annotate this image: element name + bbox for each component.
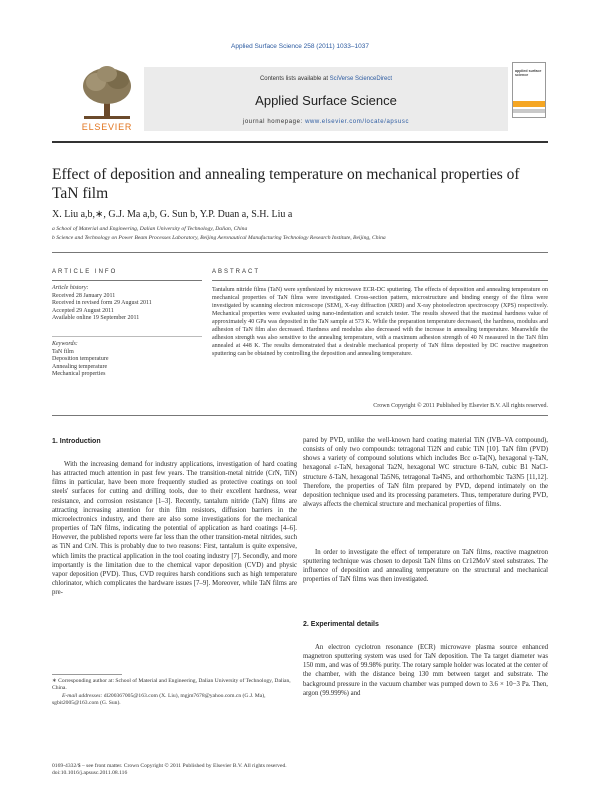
publisher-name: ELSEVIER xyxy=(81,122,133,132)
history-accepted: Accepted 29 August 2011 xyxy=(52,307,114,314)
email-addresses[interactable]: dl200367005@163.com (X. Liu), mgjm7678@yahoo.com.cn (G.J. Ma), sgbit2005@163.com (G. Sun). xyxy=(52,693,266,706)
abstract-bottom-rule xyxy=(52,415,548,416)
history-label: Article history: xyxy=(52,285,89,291)
journal-citation[interactable]: Applied Surface Science 258 (2011) 1033–1037 xyxy=(231,43,369,50)
elsevier-logo xyxy=(74,62,140,134)
article-title: Effect of deposition and annealing temperature on mechanical properties of TaN film xyxy=(52,166,520,202)
keywords-rule xyxy=(52,336,202,337)
cover-stripe xyxy=(513,101,545,107)
introduction-heading: 1. Introduction xyxy=(52,438,101,445)
banner-center xyxy=(144,67,508,131)
journal-cover-thumbnail xyxy=(512,62,546,118)
abstract-copyright: Crown Copyright © 2011 Published by Elsevier B.V. All rights reserved. xyxy=(373,403,548,409)
email-note xyxy=(52,693,297,707)
homepage-line xyxy=(144,119,508,125)
keyword-item: Annealing temperature xyxy=(52,363,108,370)
cover-stripe-secondary xyxy=(513,109,545,113)
abstract-heading: ABSTRACT xyxy=(212,269,261,275)
introduction-paragraph: With the increasing demand for industry applications, investigation of hard coating has attracted much attention in past few years. The transition-metal nitride (CrN, TiN) films in particular, have been more frequently studied as protective coatings on tool steels' surfaces for cutting and drilling tools, due to their excellent hardness, wear resistance, and corrosion resistance [1–3]. Recently, tantalum nitride (TaN) films are attracting increasing attention for thin film resistors, diffusion barriers in the microelectronics industry, and there are also some investigations for the mechanical properties of TaN films, indicating the potential of application as hard coatings [4–6]. However, the published reports were far less than the other transition-metal nitrides, such as TiN and CrN. This is probably due to two reasons: First, tantalum is quite expensive, which limits the practical application in the tool coating industry [7]. Secondly, and more importantly is the limitation due to the chemical vapor deposition (CVD) and physic vapor deposition (PVD). Thus, CVD requires harsh conditions such as high temperature chlorinator, which complicates the hardware issues [7–9]. Moreover, while TaN films are pre- xyxy=(52,461,297,597)
experimental-paragraph: An electron cyclotron resonance (ECR) microwave plasma source enhanced magnetron sputtering system was used for TaN deposition. The Ta target diameter was 150 mm, and was of 99.98% purity. The rotary sample holder was located at the center of the chamber, with the distance being 130 mm between target and substrate. The background pressure in the vacuum chamber was pumped down to 3.6 × 10−3 Pa. Then, argon (99.999%) and xyxy=(303,644,548,697)
issn-line: 0169-4332/$ – see front matter. Crown Copyright © 2011 Published by Elsevier B.V. All rights reserved. xyxy=(52,763,287,769)
journal-name: Applied Surface Science xyxy=(255,93,397,108)
footnote-rule xyxy=(52,674,122,675)
keyword-item: Deposition temperature xyxy=(52,356,109,363)
corresponding-author-note: ∗ Corresponding author at: School of Material and Engineering, Dalian University of Technology, Dalian, China. xyxy=(52,678,291,691)
keyword-item: TaN film xyxy=(52,348,74,355)
contents-prefix: Contents lists available at xyxy=(259,76,330,82)
keyword-item: Mechanical properties xyxy=(52,371,106,378)
right-column-paragraph-1: pared by PVD, unlike the well-known hard coating material TiN (IVB–VA compound), consists of only two compounds: tetragonal Ti2N and cubic TiN [10]. TaN film (PVD) shows a variety of compound solutions which includes Bcc α-Ta(N), hexagonal γ-TaN, hexagonal ε-TaN, hexagonal Ta2N, hexagonal WC structure θ-TaN, cubic B1 NaCl-structure δ-TaN, hexagonal Ta5N6, tetragonal Ta4N5, and orthorhombic Ta3N5 [11,12]. Therefore, the properties of TaN film prepared by PVD, depend intimately on the deposition technique used and its processing parameters. Thus, temperature during PVD, always affects the chemical structure and mechanical properties of films. xyxy=(303,437,548,509)
affiliation-b: b Science and Technology on Power Beam Processes Laboratory, Beijing Aeronautical Manufacturing Technology Research Institute, Beijing, China xyxy=(52,235,386,241)
author-list: X. Liu a,b,∗, G.J. Ma a,b, G. Sun b, Y.P. Duan a, S.H. Liu a xyxy=(52,209,293,220)
history-revised: Received in revised form 29 August 2011 xyxy=(52,300,152,307)
email-label: E-mail addresses: xyxy=(62,693,103,699)
history-online: Available online 19 September 2011 xyxy=(52,315,140,322)
affiliation-a: a School of Material and Engineering, Dalian University of Technology, Dalian, China xyxy=(52,226,248,232)
header-divider xyxy=(52,141,548,143)
article-info-heading: ARTICLE INFO xyxy=(52,269,118,275)
sciencedirect-link[interactable]: SciVerse ScienceDirect xyxy=(329,76,393,82)
homepage-prefix: journal homepage: xyxy=(242,119,306,125)
abstract-text: Tantalum nitride films (TaN) were synthesized by microwave ECR-DC sputtering. The effects of deposition and annealing temperature on mechanical properties of TaN films were investigated. Cross-section pattern, microstructure and binding energy of the films were investigated by scanning electron microscope (SEM), X-ray diffraction (XRD) and X-ray photoelectron spectroscopy (XPS) respectively. Mechanical properties were evaluated using nano-indentation and scratch tester. The results showed that the maximal hardness value of approximately 40 GPa was deposited in the TaN sample at 573 K. While the preparation temperature decreased, the hardness, modulus and adhesion of TaN film also decreased. Hardness and modulus also decreased with the increase in annealing temperature. Meanwhile the adhesion strength was also sensitive to the annealing temperature, with a maximum adhesion strength of 40 N measured in the TaN film annealed at 448 K. The results demonstrated that a desirable mechanical property of TaN films deposited by DC reactive magnetron sputtering can be obtained by controlling the deposition and annealing temperature. xyxy=(212,287,548,358)
journal-banner xyxy=(74,62,542,134)
history-received: Received 28 January 2011 xyxy=(52,292,116,299)
elsevier-tree-icon xyxy=(74,62,140,122)
front-matter-info xyxy=(52,763,352,777)
doi-line[interactable]: doi:10.1016/j.apsusc.2011.08.116 xyxy=(52,770,128,777)
experimental-heading: 2. Experimental details xyxy=(303,621,379,628)
info-rule xyxy=(52,280,202,281)
article-history xyxy=(52,285,202,323)
abstract-rule xyxy=(212,280,548,281)
contents-line xyxy=(144,76,508,82)
keywords-label: Keywords: xyxy=(52,341,78,347)
cover-title: applied surface science xyxy=(515,69,542,77)
affiliation-divider xyxy=(52,252,548,253)
right-column-paragraph-2: In order to investigate the effect of temperature on TaN films, reactive magnetron sputtering technique was chosen to deposit TaN films on Cr12MoV steel substrates. The influence of deposition and annealing temperature on the structural and mechanical properties of TaN films was then investigated. xyxy=(303,549,548,584)
keywords-block xyxy=(52,341,202,379)
homepage-link[interactable]: www.elsevier.com/locate/apsusc xyxy=(305,119,410,125)
